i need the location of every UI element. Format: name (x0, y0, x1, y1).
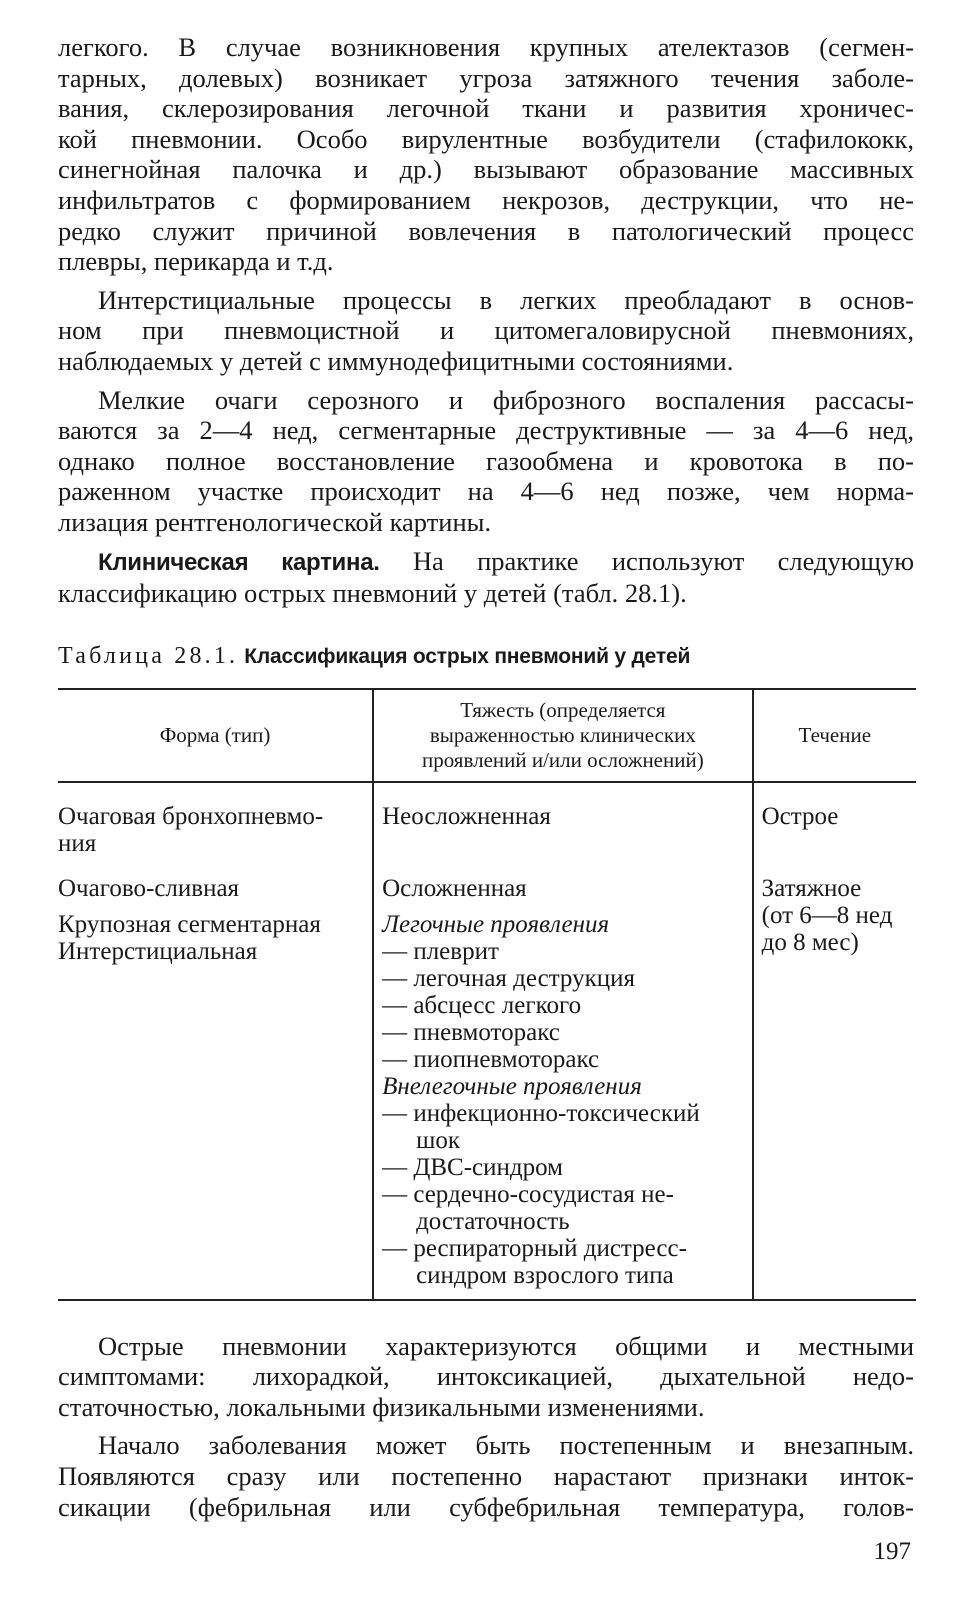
text-line: тарных, долевых) возникает угроза затяжного течения заболе- (58, 62, 914, 93)
text-line: ваются за 2—4 нед, сегментарные деструктивные — за 4—6 нед, (58, 415, 914, 446)
classification-table (58, 688, 916, 1301)
page-number: 197 (873, 1538, 911, 1565)
header-line: выраженностью клинических (429, 722, 696, 747)
form-item: Очаговая бронхопневмо- (58, 802, 324, 830)
text-line: лизация рентгенологической картины. (58, 506, 492, 537)
course-item: Острое (761, 802, 839, 830)
severity-item: Осложненная (382, 874, 527, 902)
header-line: проявлений и/или осложнений) (421, 747, 704, 772)
severity-item: Неосложненная (382, 802, 551, 830)
text-line: симптомами: лихорадкой, интоксикацией, дыхательной недо- (58, 1361, 914, 1392)
header-form: Форма (тип) (159, 722, 271, 747)
cell-forms (58, 782, 373, 1300)
table-caption-title: Классификация острых пневмоний у детей (244, 644, 691, 668)
paragraph-resorption (58, 385, 914, 538)
text-line: легкого. В случае возникновения крупных ателектазов (сегмен- (58, 32, 914, 62)
table-header-row (58, 689, 916, 782)
text-line: Острые пневмонии характеризуются общими и местными (98, 1330, 914, 1361)
course-item: до 8 мес) (761, 928, 859, 956)
paragraph-symptoms (58, 1331, 914, 1423)
text-line: однако полное восстановление газообмена и кровотока в по- (58, 445, 914, 476)
text-line: редко служит причиной вовлечения в патологический процесс (58, 215, 914, 246)
header-course: Течение (798, 722, 872, 747)
text-line: классификацию острых пневмоний у детей (табл. 28.1). (58, 578, 687, 609)
text-line: Появляются сразу или постепенно нарастают признаки инток- (58, 1461, 914, 1492)
complication-item: — абсцесс легкого (382, 991, 582, 1019)
form-item: Очагово-сливная (58, 874, 240, 902)
complication-item: — инфекционно-токсический шок (382, 1099, 700, 1154)
text-line: наблюдаемых у детей с иммунодефицитными состояниями. (58, 345, 734, 376)
text-line: Мелкие очаги серозного и фиброзного воспаления рассасы- (98, 384, 914, 415)
section-heading: Клиническая картина. (98, 548, 380, 576)
paragraph-clinical-picture (58, 546, 914, 609)
complication-item: — ДВС-синдром (382, 1153, 563, 1181)
complication-item: — пиопневмоторакс (382, 1045, 600, 1073)
complication-item: — легочная деструкция (382, 964, 636, 992)
text-run: На практике используют следующую (379, 545, 915, 576)
text-line: вания, склерозирования легочной ткани и развития хроничес- (58, 93, 914, 124)
page-content (58, 32, 914, 1522)
text-line: инфильтратов с формированием некрозов, деструкции, что не- (58, 184, 914, 215)
form-item: ния (58, 829, 97, 857)
pulmonary-heading: Легочные проявления (382, 910, 610, 938)
text-line: синегнойная палочка и др.) вызывают образование массивных (58, 154, 914, 185)
form-item: Крупозная сегментарная (58, 910, 321, 938)
text-line: кой пневмонии. Особо вирулентные возбудители (стафилококк, (58, 123, 914, 154)
header-severity (373, 689, 753, 782)
extrapulmonary-heading: Внелегочные проявления (382, 1072, 642, 1100)
complication-item: — сердечно-сосудистая не- достаточность (382, 1180, 674, 1235)
course-item: (от 6—8 нед (761, 901, 893, 929)
complication-item: — пневмоторакс (382, 1018, 560, 1046)
text-line: Интерстициальные процессы в легких преобладают в основ- (98, 284, 914, 315)
complication-item: — респираторный дистресс- синдром взрослого типа (382, 1234, 687, 1289)
header-line: Тяжесть (определяется (460, 697, 666, 722)
course-item: Затяжное (761, 874, 862, 902)
paragraph-onset (58, 1430, 914, 1522)
cell-severity (373, 782, 753, 1300)
text-line: раженном участке происходит на 4—6 нед позже, чем норма- (58, 476, 914, 507)
table-caption-label: Таблица 28.1. (58, 642, 239, 669)
text-line: плевры, перикарда и т.д. (58, 246, 334, 277)
text-line: статочностью, локальными физикальными изменениями. (58, 1391, 705, 1422)
text-line: Начало заболевания может быть постепенным и внезапным. (98, 1430, 914, 1461)
cell-course (753, 782, 916, 1300)
complication-item: — плеврит (382, 937, 499, 965)
table-row (58, 782, 916, 1300)
text-line: сикации (фебрильная или субфебрильная температура, голов- (58, 1491, 914, 1522)
paragraph-interstitial (58, 285, 914, 377)
text-line (58, 546, 914, 579)
form-item: Интерстициальная (58, 937, 258, 965)
text-line: ном при пневмоцистной и цитомегаловирусной пневмониях, (58, 315, 914, 346)
paragraph-atelectasis (58, 32, 914, 277)
table-caption (58, 643, 914, 670)
